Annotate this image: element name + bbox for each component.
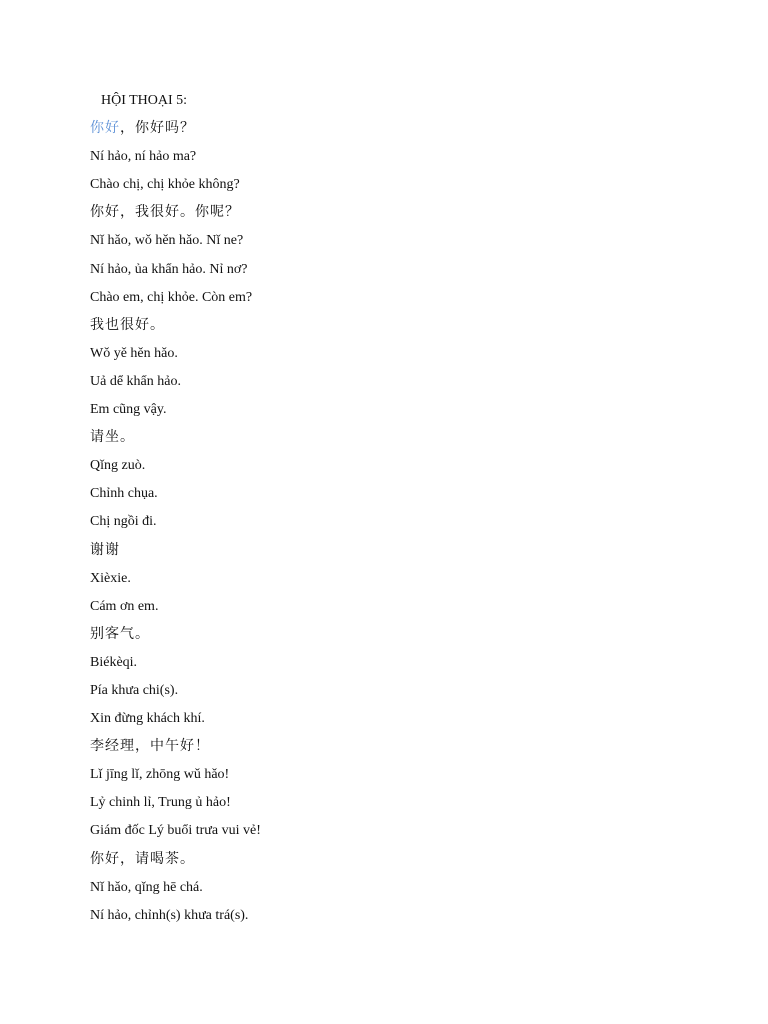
line-text: Nǐ hǎo, wǒ hěn hǎo. Nǐ ne? [90, 233, 244, 249]
text-line [90, 709, 690, 737]
chinese-line [90, 428, 690, 456]
line-text: Xin đừng khách khí. [90, 711, 205, 727]
chinese-line [90, 203, 690, 231]
line-text: Qǐng zuò. [90, 458, 146, 474]
line-text: Ní hảo, ủa khẩn hảo. Nỉ nơ? [90, 261, 248, 277]
line-text: 别客气。 [90, 626, 150, 642]
line-text: Pía khưa chi(s). [90, 682, 179, 698]
text-line [90, 878, 690, 906]
line-text: Cám ơn em. [90, 598, 159, 614]
chinese-line [90, 119, 690, 147]
text-line [90, 231, 690, 259]
text-line [90, 456, 690, 484]
line-text: 我也很好。 [90, 317, 165, 333]
text-line [90, 569, 690, 597]
text-line [90, 288, 690, 316]
text-line [90, 344, 690, 372]
chinese-line [90, 850, 690, 878]
line-text: Chỉnh chụa. [90, 486, 158, 502]
line-text: Xièxie. [90, 570, 131, 586]
line-text: Nǐ hǎo, qǐng hē chá. [90, 879, 203, 895]
document-body [90, 91, 690, 934]
line-text: Uả dể khẩn hảo. [90, 373, 181, 389]
line-text: 你好，请喝茶。 [90, 851, 195, 867]
text-line [90, 681, 690, 709]
line-text: Wǒ yě hěn hǎo. [90, 345, 178, 361]
text-line [90, 512, 690, 540]
line-text: Em cũng vậy. [90, 402, 167, 418]
text-line [90, 906, 690, 934]
line-text: Ní hảo, ní hảo ma? [90, 149, 197, 165]
chinese-line [90, 541, 690, 569]
text-line [90, 372, 690, 400]
line-text: 谢谢 [90, 542, 120, 558]
text-line [90, 793, 690, 821]
text-line [90, 821, 690, 849]
highlighted-text: 你好 [90, 121, 120, 137]
line-text: Lỷ chinh lỉ, Trung ủ hảo! [90, 795, 231, 811]
line-text: Chào em, chị khỏe. Còn em? [90, 289, 253, 305]
text-line [90, 260, 690, 288]
chinese-line [90, 625, 690, 653]
text-line [90, 597, 690, 625]
text-line [90, 653, 690, 681]
line-text: Chào chị, chị khỏe không? [90, 177, 240, 193]
line-text: Chị ngồi đi. [90, 514, 157, 530]
dialogue-lines [90, 119, 690, 934]
line-text: 你好，我很好。你呢？ [90, 205, 240, 221]
line-text: Lǐ jīng lǐ, zhōng wǔ hǎo! [90, 767, 230, 783]
line-text: ，你好吗？ [120, 121, 195, 137]
line-text: 请坐。 [90, 430, 135, 446]
chinese-line [90, 316, 690, 344]
text-line [90, 484, 690, 512]
text-line [90, 765, 690, 793]
dialogue-heading: HỘI THOẠI 5: [101, 93, 188, 108]
line-text: Giám đốc Lý buổi trưa vui vẻ! [90, 823, 261, 839]
line-text: Biékèqi. [90, 654, 138, 670]
line-text: Ní hảo, chỉnh(s) khưa trá(s). [90, 907, 249, 923]
line-text: 李经理，中午好！ [90, 739, 210, 755]
text-line [90, 147, 690, 175]
text-line [90, 400, 690, 428]
chinese-line [90, 737, 690, 765]
text-line [90, 175, 690, 203]
